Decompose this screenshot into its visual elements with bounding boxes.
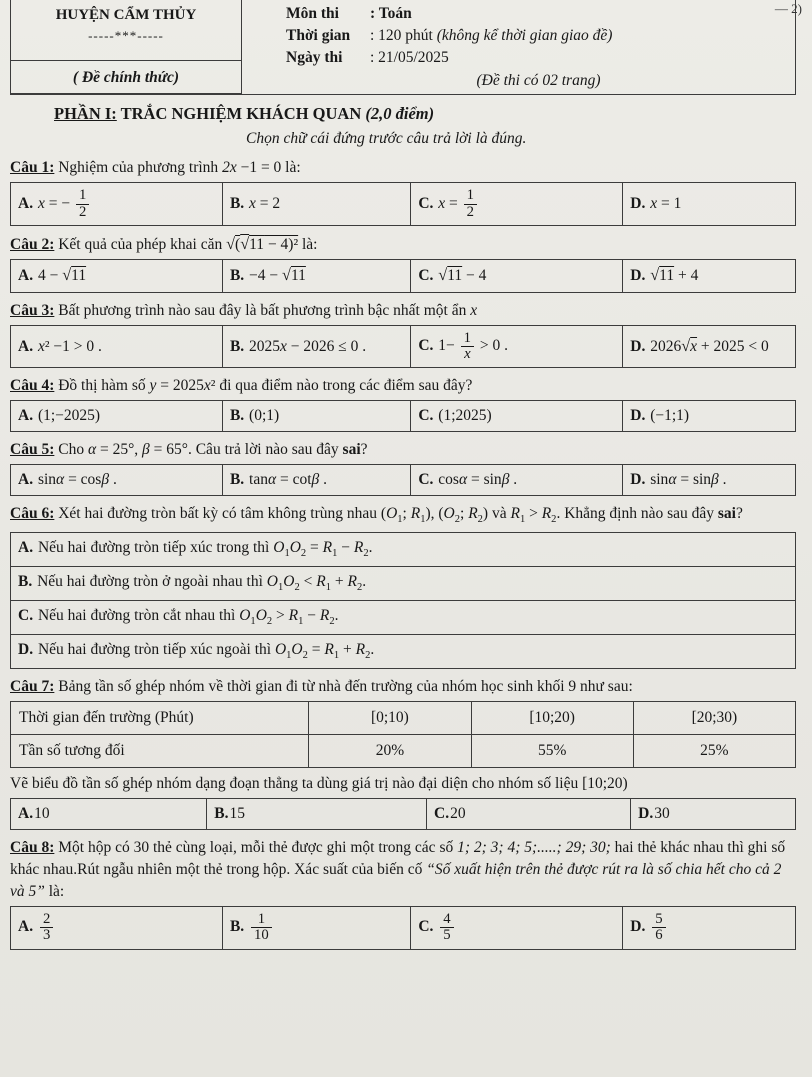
option-key: A.: [18, 918, 34, 936]
question-2: [10, 233, 796, 292]
option-key: A.: [18, 337, 34, 355]
option-value: 20: [450, 804, 466, 822]
option-value: x = 1: [650, 195, 682, 213]
options-table: [10, 259, 796, 292]
option-value: 10: [34, 804, 50, 822]
options-table: [10, 532, 796, 669]
frequency-table-header-row: [11, 701, 796, 734]
question-line: [10, 503, 796, 528]
question-line: [10, 157, 796, 179]
issuer-block: [10, 0, 242, 94]
option-value: √11 − 4: [438, 266, 487, 285]
option-cell: [222, 465, 410, 496]
option-value: Nếu hai đường tròn tiếp xúc trong thì $O_1O_2 = R_1 - R_2$.: [34, 538, 373, 559]
option-value: Nếu hai đường tròn ở ngoài nhau thì $O_1O_2 < R_1 + R_2$.: [33, 572, 367, 593]
subject-row: [286, 3, 791, 25]
option-key: C.: [418, 918, 434, 936]
question-label: Câu 6:: [10, 505, 55, 523]
options-table: [10, 400, 796, 432]
question-4: [10, 375, 796, 432]
option-cell: [623, 906, 796, 949]
subject-value: : Toán: [370, 5, 412, 22]
question-line: [10, 375, 796, 397]
pages-note: (Đề thi có 02 trang): [476, 72, 601, 89]
option-key: C.: [434, 804, 450, 822]
option-key: B.: [229, 918, 245, 936]
option-key: D.: [630, 407, 646, 425]
option-key: A.: [18, 267, 34, 285]
subject-label: Môn thi: [286, 5, 339, 22]
option-cell: [623, 465, 796, 496]
freq-value-cell: 25%: [633, 734, 795, 767]
option-cell: [222, 401, 410, 432]
option-value: sinα = sinβ .: [646, 471, 727, 489]
option-cell: [222, 183, 410, 226]
option-value: 30: [654, 804, 670, 822]
duration-label: Thời gian: [286, 27, 351, 44]
option-cell: [11, 465, 223, 496]
freq-header-cell: Thời gian đến trường (Phút): [11, 701, 309, 734]
part1-title-points: (2,0 điểm): [365, 104, 435, 123]
option-value: (1;−2025): [34, 407, 101, 425]
part1-instruction: Chọn chữ cái đứng trước câu trả lời là đúng.: [246, 130, 527, 148]
option-value: Nếu hai đường tròn cắt nhau thì $O_1O_2 > R_1 - R_2$.: [34, 606, 339, 627]
option-cell: [11, 634, 796, 668]
question-label: Câu 4:: [10, 377, 55, 395]
option-key: A.: [18, 407, 34, 425]
options-table: [10, 325, 796, 369]
question-text: Nghiệm của phương trình 2x −1 = 0 là:: [54, 159, 301, 177]
freq-header-cell: Tần số tương đối: [11, 734, 309, 767]
option-key: C.: [418, 407, 434, 425]
option-cell: [411, 260, 623, 292]
option-cell: [207, 798, 427, 829]
divider-stars: -----***-----: [88, 28, 164, 44]
question-label: Câu 3:: [10, 301, 55, 319]
question-8: [10, 837, 796, 950]
option-key: D.: [630, 337, 646, 355]
option-cell: [623, 183, 796, 226]
option-value: cosα = sinβ .: [434, 471, 518, 489]
question-text: Bất phương trình nào sau đây là bất phương trình bậc nhất một ẩn x: [54, 301, 478, 319]
question-text: Kết quả của phép khai căn √(√11 − 4)² là:: [54, 235, 318, 254]
frequency-table: [10, 701, 796, 768]
part1-title-text: TRẮC NGHIỆM KHÁCH QUAN: [116, 104, 366, 123]
option-cell: [222, 260, 410, 292]
frequency-table-value-row: [11, 734, 796, 767]
option-value: (0;1): [245, 407, 280, 425]
option-value: $\frac{5}{6}$: [646, 918, 667, 935]
question-label: Câu 5:: [10, 441, 55, 459]
option-value: 2026√x + 2025 < 0: [646, 336, 769, 355]
option-cell: [11, 532, 796, 566]
duration-note: (không kể thời gian giao đề): [436, 27, 613, 44]
option-key: B.: [229, 195, 245, 213]
option-cell: [222, 325, 410, 368]
option-cell: [623, 401, 796, 432]
option-key: D.: [638, 804, 654, 822]
question-6: [10, 503, 796, 668]
option-value: sinα = cosβ .: [34, 471, 117, 489]
question-line: [10, 676, 796, 698]
option-value: 4 − √11: [34, 266, 87, 285]
option-key: C.: [18, 606, 34, 624]
question-line: [10, 233, 796, 256]
issuer-name: HUYỆN CẨM THỦY: [55, 7, 197, 23]
part1-title-label: PHẦN I:: [54, 104, 117, 123]
option-cell: [427, 798, 631, 829]
freq-value-cell: 55%: [471, 734, 633, 767]
question-3: [10, 300, 796, 369]
option-key: B.: [214, 804, 229, 822]
option-value: 2025x − 2026 ≤ 0 .: [245, 337, 367, 355]
options-table: [10, 182, 796, 226]
question-1: [10, 157, 796, 226]
option-value: (−1;1): [646, 407, 690, 425]
option-value: 15: [229, 804, 245, 822]
option-value: Nếu hai đường tròn tiếp xúc ngoài thì $O_1O_2 = R_1 + R_2$.: [34, 640, 375, 661]
option-cell: [411, 906, 623, 949]
option-value: $\frac{2}{3}$: [34, 918, 55, 935]
option-key: D.: [630, 918, 646, 936]
question-line: [10, 837, 796, 903]
option-value: 1− $\frac{1}{x}$ > 0 .: [434, 329, 509, 362]
option-cell: [11, 183, 223, 226]
question-label: Câu 8:: [10, 838, 55, 856]
option-cell: [411, 183, 623, 226]
option-value: $\frac{1}{10}$: [245, 918, 274, 935]
question-line: [10, 300, 796, 322]
option-key: D.: [630, 471, 646, 489]
option-value: x = $\frac{1}{2}$: [434, 195, 479, 212]
option-value: $\frac{4}{5}$: [434, 918, 455, 935]
option-cell: [11, 798, 207, 829]
option-key: B.: [18, 572, 33, 590]
date-value: : 21/05/2025: [370, 49, 449, 66]
option-value: tanα = cotβ .: [245, 471, 328, 489]
option-key: C.: [418, 194, 434, 212]
question-7: [10, 676, 796, 830]
question-label: Câu 2:: [10, 236, 55, 254]
option-key: D.: [630, 195, 646, 213]
option-cell: [411, 401, 623, 432]
freq-range-cell: [20;30): [633, 701, 795, 734]
date-row: [286, 47, 791, 69]
question-5: [10, 439, 796, 496]
options-table: [10, 798, 796, 830]
freq-range-cell: [10;20): [471, 701, 633, 734]
option-key: B.: [229, 267, 245, 285]
option-key: C.: [418, 267, 434, 285]
option-cell: [11, 260, 223, 292]
option-cell: [623, 325, 796, 368]
option-value: x = 2: [249, 195, 281, 213]
option-cell: [411, 325, 623, 368]
option-value: −4 − √11: [245, 266, 306, 285]
option-key: B.: [229, 471, 245, 489]
duration-value: : 120 phút: [370, 27, 437, 44]
option-cell: [11, 566, 796, 600]
exam-info-block: [242, 0, 796, 94]
option-value: x² −1 > 0 .: [37, 337, 102, 355]
question-label: Câu 7:: [10, 677, 55, 695]
freq-value-cell: 20%: [309, 734, 471, 767]
option-key: A.: [18, 804, 34, 822]
option-cell: [11, 401, 223, 432]
options-table: [10, 464, 796, 496]
option-key: C.: [418, 337, 434, 355]
question-text: Xét hai đường tròn bất kỳ có tâm không trùng nhau ($O_1$; $R_1$), ($O_2$; $R_2$) và $R_1 > R_2$. Khẳng định nào sau đây sai?: [54, 505, 743, 526]
option-key: D.: [630, 267, 646, 285]
option-cell: [11, 325, 223, 368]
option-value: (1;2025): [434, 407, 492, 425]
option-key: B.: [229, 407, 245, 425]
question-text: Một hộp có 30 thẻ cùng loại, mỗi thẻ được ghi một trong các số 1; 2; 3; 4; 5;.....; 29; 30; hai thẻ khác nhau thì ghi số khác nhau.Rút ngẫu nhiên một thẻ trong hộp. Xác suất của biến cố “Số xuất hiện trên thẻ được rút ra là số chia hết cho cả 2 và 5” là:: [10, 838, 786, 900]
question-text: Đồ thị hàm số y = 2025x² đi qua điểm nào trong các điểm sau đây?: [54, 377, 473, 395]
option-key: D.: [18, 640, 34, 658]
question-subtext: Vẽ biểu đồ tần số ghép nhóm dạng đoạn thẳng ta dùng giá trị nào đại diện cho nhóm số liệu [10;20): [10, 774, 628, 792]
page-corner-fragment: — 2): [775, 0, 802, 18]
question-text: Bảng tần số ghép nhóm về thời gian đi từ nhà đến trường của nhóm học sinh khối 9 như sau:: [54, 677, 633, 695]
option-value: x = − $\frac{1}{2}$: [34, 195, 91, 212]
option-key: C.: [418, 471, 434, 489]
exam-header: [10, 0, 796, 95]
duration-row: [286, 25, 791, 47]
part1-title: [54, 102, 796, 125]
option-key: A.: [18, 471, 34, 489]
option-key: B.: [229, 337, 245, 355]
option-cell: [623, 260, 796, 292]
option-cell: [631, 798, 796, 829]
date-label: Ngày thi: [286, 49, 343, 66]
option-key: A.: [18, 194, 34, 212]
freq-range-cell: [0;10): [309, 701, 471, 734]
option-key: A.: [18, 538, 34, 556]
options-table: [10, 906, 796, 950]
option-value: √11 + 4: [650, 266, 699, 285]
official-exam-label: ( Đề chính thức): [11, 60, 241, 93]
question-text: Cho α = 25°, β = 65°. Câu trả lời nào sau đây sai?: [54, 441, 368, 459]
option-cell: [222, 906, 410, 949]
question-line: [10, 439, 796, 461]
option-cell: [11, 600, 796, 634]
question-label: Câu 1:: [10, 159, 55, 177]
option-cell: [411, 465, 623, 496]
option-cell: [11, 906, 223, 949]
